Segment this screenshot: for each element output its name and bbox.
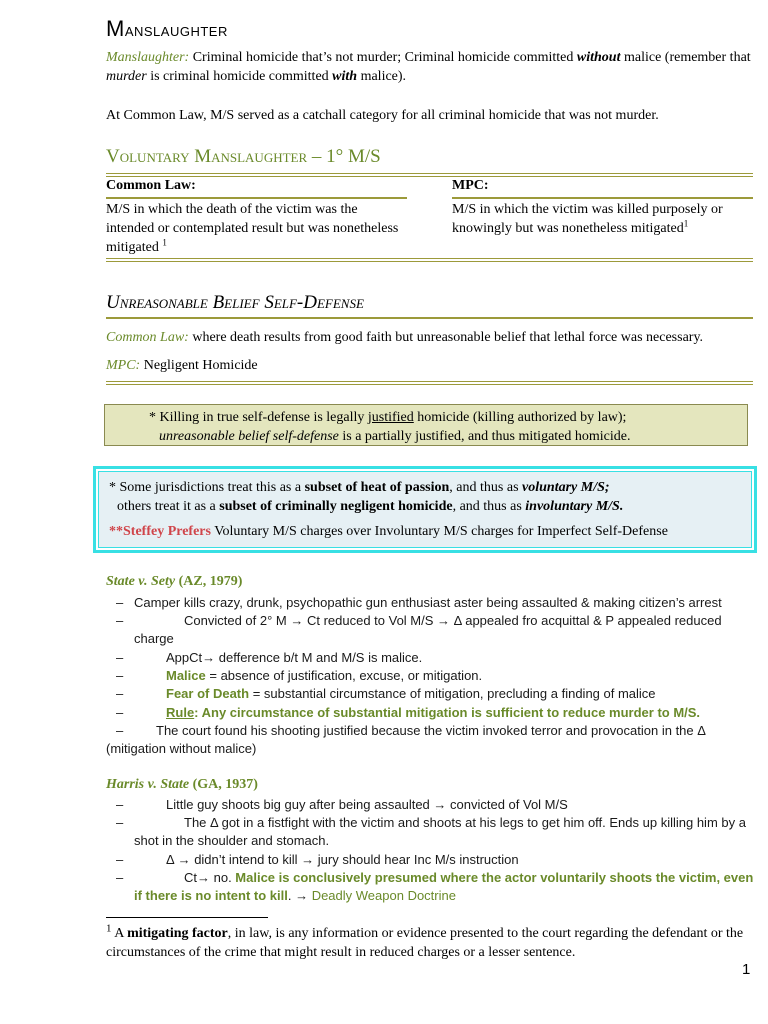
bullet-dash: – <box>116 852 124 867</box>
case-cite: (GA, 1937) <box>189 777 258 792</box>
note-justified: justified <box>367 410 414 425</box>
note-text-c: is a partially justified, and thus mitigated homicide. <box>338 429 631 444</box>
bullet-text: The court found his shooting justified because the victim invoked terror and provocation in the Δ (mitigation without malice) <box>106 723 706 756</box>
bullet-text: AppCt→ defference b/t M and M/S is malice. <box>166 650 423 665</box>
case-harris-title <box>106 777 258 793</box>
title-cap: M <box>106 16 125 41</box>
bullet-text: Little guy shoots big guy after being assaulted → convicted of Vol M/S <box>166 797 568 812</box>
section-divider <box>106 317 753 319</box>
jurisdiction-line-2 <box>109 497 751 516</box>
unreasonable-heading: Unreasonable Belief Self-Defense <box>106 292 364 313</box>
mpc-label: MPC: <box>106 358 141 373</box>
note-bold: subset of criminally negligent homicide <box>219 499 453 514</box>
common-law-note: At Common Law, M/S served as a catchall category for all criminal homicide that was not murder. <box>106 108 659 123</box>
common-law-label: Common Law: <box>106 330 189 345</box>
note-text: Some jurisdictions treat this as a <box>116 480 305 495</box>
footnote-text: , in law, is any information or evidence presented to the court regarding the defendant or the circumstances of the crime that might result in reduced charges or a lesser sentence. <box>106 926 744 960</box>
deadly-weapon-doctrine: Deadly Weapon Doctrine <box>311 888 456 903</box>
voluntary-heading: Voluntary Manslaughter – 1° M/S <box>106 146 381 167</box>
jurisdiction-line-3 <box>109 522 751 541</box>
jurisdiction-line-1 <box>109 478 751 497</box>
note-line-1 <box>149 408 747 427</box>
case-sety-title <box>106 574 242 590</box>
malice-def: = absence of justification, excuse, or mitigation. <box>205 668 483 683</box>
note-italic: unreasonable belief self-defense <box>159 429 339 444</box>
fear-label: Fear of Death <box>166 686 250 701</box>
footnote-number: 1 <box>106 922 112 935</box>
bullet-dash: – <box>116 797 124 812</box>
bullet-dash: – <box>116 650 124 665</box>
common-law-text: M/S in which the death of the victim was the intended or contemplated result but was nonetheless mitigated <box>106 202 399 255</box>
definition-text-d: malice). <box>357 69 407 84</box>
column-divider-right <box>452 197 753 199</box>
common-law-column-head: Common Law: <box>106 178 196 193</box>
bullet-text: The Δ got in a fistfight with the victim and shoots at his legs to get him off. Ends up killing him by a shot in the shoulder and stomach. <box>134 815 746 848</box>
unreasonable-mpc <box>106 356 754 375</box>
footnote-text: A <box>111 926 128 941</box>
bullet-dash: – <box>116 870 124 885</box>
self-defense-note-box <box>104 404 748 446</box>
note-bold-italic: involuntary M/S. <box>525 499 624 514</box>
list-item <box>116 649 756 667</box>
note-bold: subset of heat of passion <box>304 480 450 495</box>
list-item <box>116 685 756 703</box>
case-cite: (AZ, 1979) <box>175 574 243 589</box>
bullet-dash: – <box>116 686 124 701</box>
footnote-divider <box>106 917 268 918</box>
footnote-ref: 1 <box>162 237 167 248</box>
malice-label: Malice <box>166 668 206 683</box>
definition-term: Manslaughter: <box>106 50 190 65</box>
note-star: * <box>109 480 116 495</box>
rule-label: Rule <box>166 705 195 720</box>
mpc-text: M/S in which the victim was killed purposely or knowingly but was nonetheless mitigated <box>452 202 723 236</box>
title-rest: anslaughter <box>124 20 228 40</box>
bullet-text <box>116 869 756 905</box>
note-bold-italic: voluntary M/S; <box>522 480 610 495</box>
bullet-dash: – <box>116 613 124 628</box>
list-item <box>116 796 756 814</box>
rule-text: : Any circumstance of substantial mitigation is sufficient to reduce murder to M/S. <box>194 705 701 720</box>
definition-text-b: malice (remember that <box>620 50 751 65</box>
note-line-2 <box>149 427 747 446</box>
ct-text: Ct→ no. <box>184 870 236 885</box>
note-text-b: homicide (killing authorized by law); <box>413 410 627 425</box>
bullet-dash: – <box>116 723 124 738</box>
footnote-ref: 1 <box>683 218 689 229</box>
bullet-text: Camper kills crazy, drunk, psychopathic gun enthusiast aster being assaulted & making citizen’s arrest <box>134 595 722 610</box>
definition-murder: murder <box>106 69 147 84</box>
case-name: Harris v. State <box>106 777 190 792</box>
list-item <box>116 814 756 850</box>
jurisdiction-note-box <box>93 466 757 553</box>
list-item <box>116 869 756 905</box>
page-title <box>106 16 228 42</box>
definition-text-c: is criminal homicide committed <box>146 69 333 84</box>
jurisdiction-note-inner <box>98 471 752 548</box>
definition-without: without <box>576 50 621 65</box>
list-item <box>116 704 756 722</box>
note-text: , and thus as <box>449 480 523 495</box>
section-divider <box>106 173 753 177</box>
footnote-bold: mitigating factor <box>127 926 228 941</box>
column-divider-left <box>106 197 407 199</box>
bullet-dash: – <box>116 595 124 610</box>
bullet-dash: – <box>116 705 124 720</box>
footnote <box>106 924 756 962</box>
section-divider <box>106 258 753 262</box>
arrow-text: . → <box>287 888 312 903</box>
case-name: State v. Sety <box>106 574 176 589</box>
list-item <box>116 612 756 648</box>
bullet-dash: – <box>116 668 124 683</box>
manslaughter-definition <box>106 48 754 86</box>
page-number: 1 <box>742 961 751 978</box>
bullet-text: Δ → didn’t intend to kill → jury should hear Inc M/s instruction <box>166 852 519 867</box>
bullet-text <box>116 667 756 685</box>
note-text: , and thus as <box>452 499 526 514</box>
list-item <box>116 667 756 685</box>
note-text: others treat it as a <box>117 499 220 514</box>
list-item <box>116 851 756 869</box>
definition-text-a: Criminal homicide that’s not murder; Criminal homicide committed <box>189 50 577 65</box>
note-text-a: * Killing in true self-defense is legally <box>149 410 368 425</box>
bullet-text: Convicted of 2° M → Ct reduced to Vol M/S → Δ appealed fro acquittal & P appealed reduced charge <box>134 613 722 646</box>
unreasonable-common-law <box>106 328 754 347</box>
section-divider <box>106 381 753 385</box>
malice-presumed: Malice is conclusively presumed where the actor voluntarily shoots the victim, even if there is no intent to kill <box>134 870 754 903</box>
note-text: Voluntary M/S charges over Involuntary M/S charges for Imperfect Self-Defense <box>210 524 668 539</box>
list-item <box>106 722 756 758</box>
mpc-column-head: MPC: <box>452 178 489 193</box>
definition-with: with <box>332 69 358 84</box>
common-law-column-text <box>106 200 406 257</box>
bullet-text <box>116 685 756 703</box>
common-law-text: where death results from good faith but unreasonable belief that lethal force was necessary. <box>188 330 704 345</box>
mpc-column-text <box>452 200 754 238</box>
fear-def: = substantial circumstance of mitigation, precluding a finding of malice <box>249 686 656 701</box>
list-item <box>116 594 756 612</box>
bullet-dash: – <box>116 815 124 830</box>
steffey-prefers: **Steffey Prefers <box>109 524 211 539</box>
bullet-text <box>116 704 756 722</box>
mpc-text: Negligent Homicide <box>140 358 258 373</box>
